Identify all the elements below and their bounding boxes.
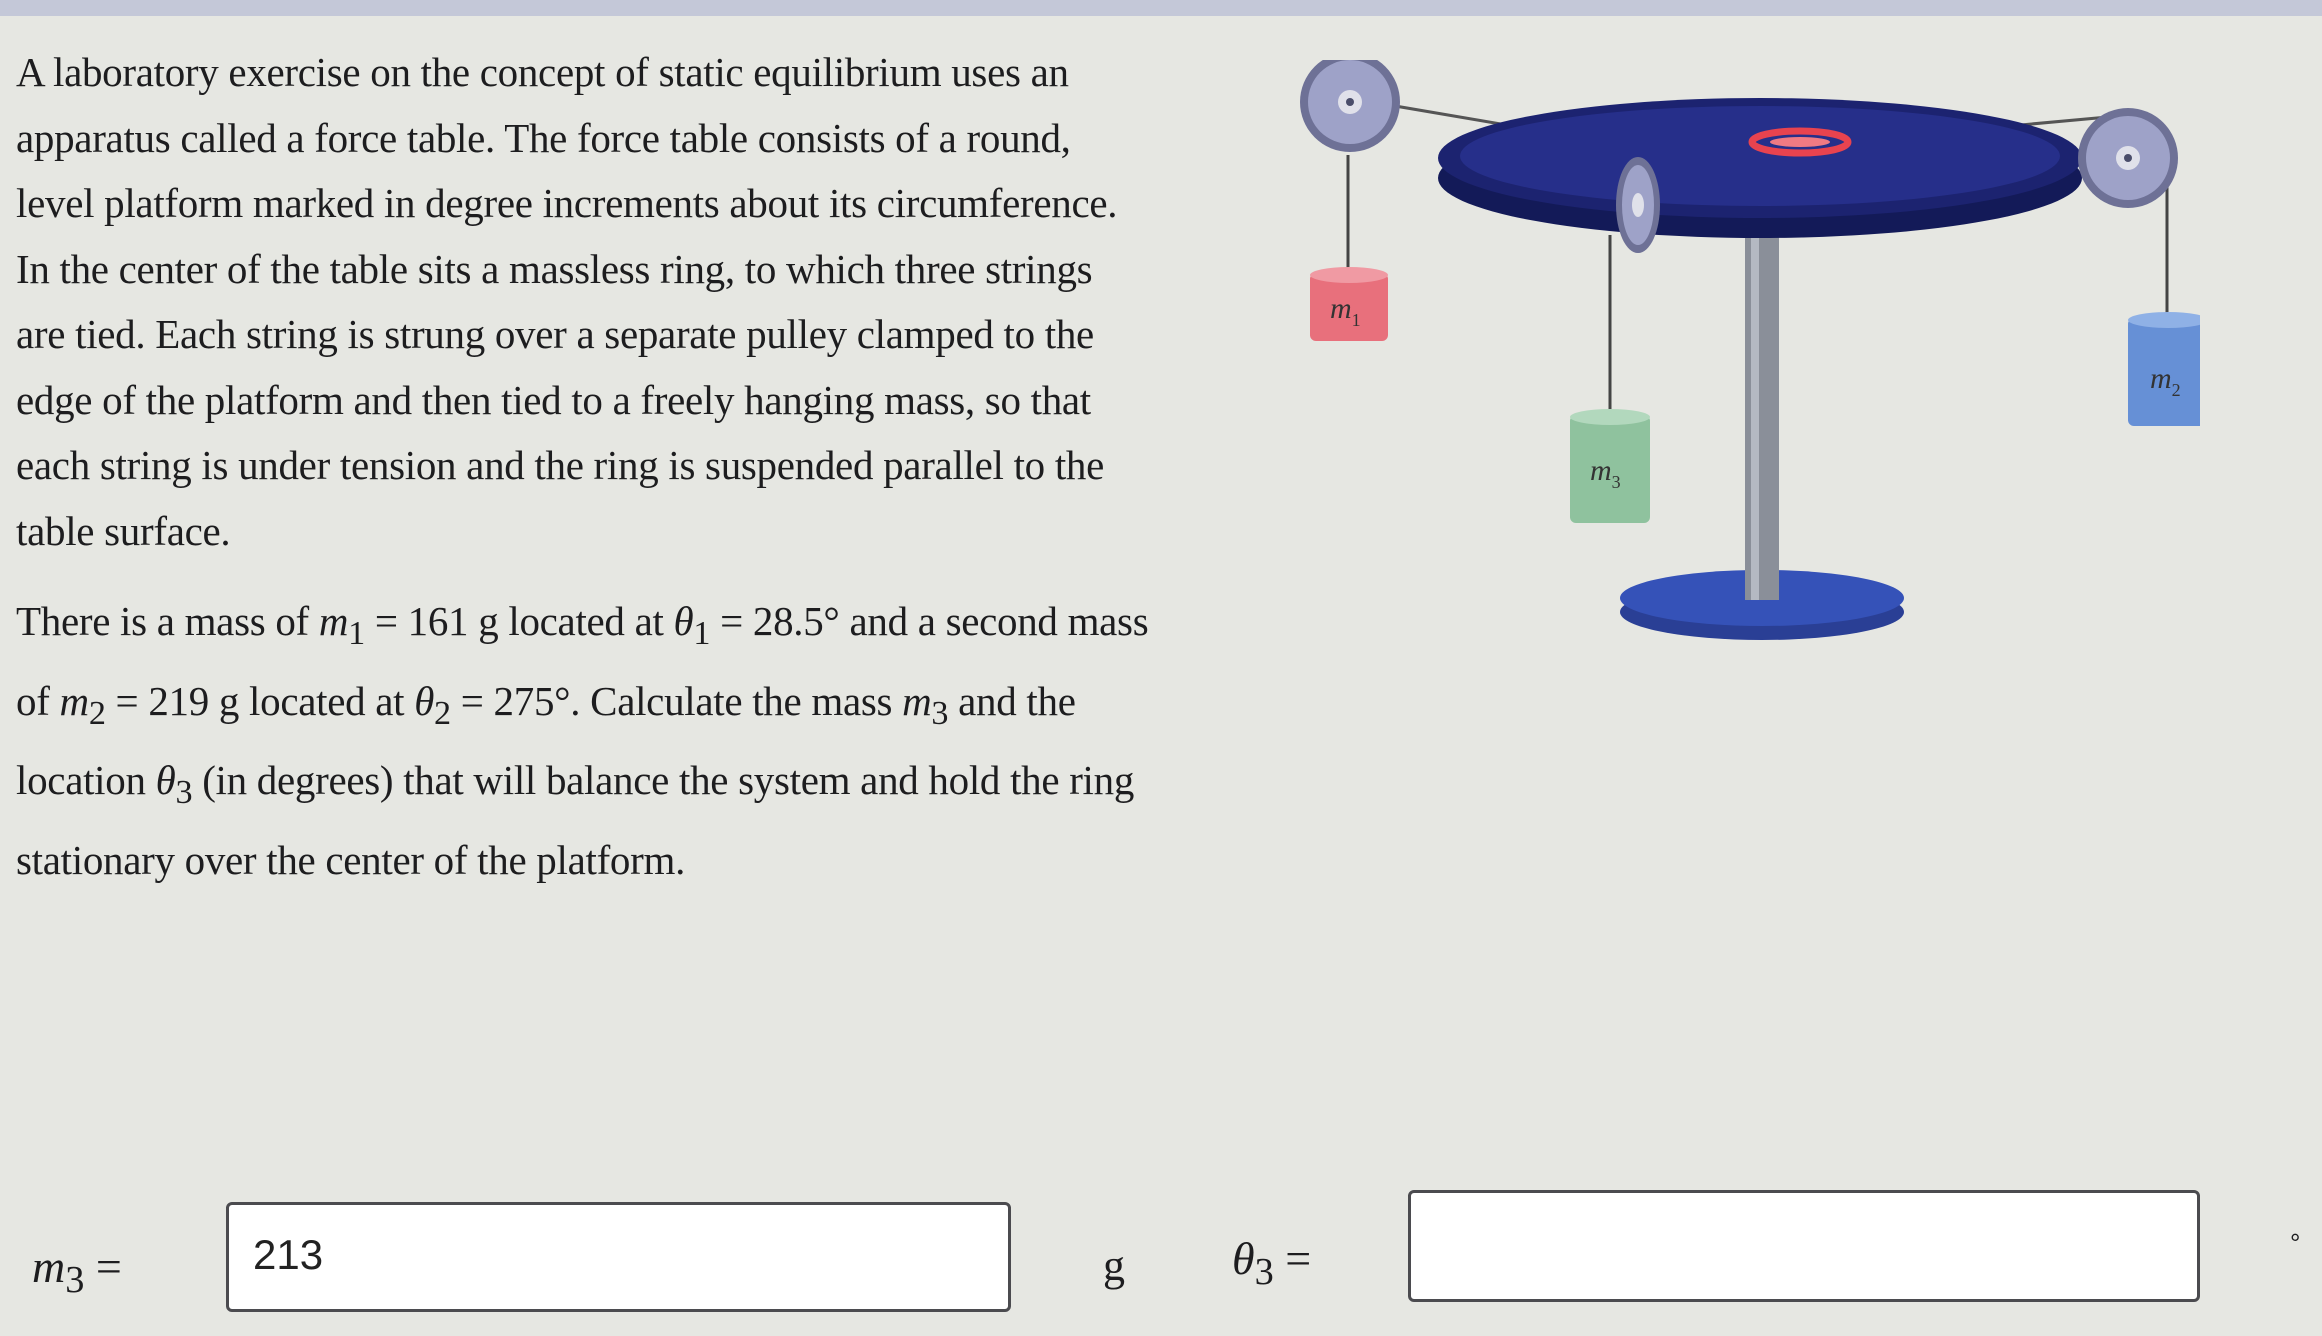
mass-m2 <box>2128 312 2200 426</box>
m3-label: $m_3$ <box>1590 454 1621 492</box>
theta3-label-subscript: 3 <box>1254 1251 1274 1294</box>
pulley-left <box>1300 60 1400 152</box>
theta1-subscript: 1 <box>693 615 711 653</box>
center-ring-inner <box>1770 137 1830 147</box>
theta3-symbol: θ <box>155 757 176 804</box>
theta3-answer-label <box>1232 1232 1311 1294</box>
text-run: (in degrees) that will balance the system and hold the ring stationary over the center of the platform. <box>16 757 1135 884</box>
m3-answer-input[interactable] <box>226 1202 1011 1312</box>
mass-m1 <box>1310 267 1388 341</box>
pole-highlight <box>1751 235 1759 600</box>
force-table-figure <box>1300 60 2200 660</box>
platform-inner <box>1460 106 2060 206</box>
theta3-answer-input[interactable] <box>1408 1190 2200 1302</box>
mass-m3 <box>1570 409 1650 523</box>
m2-label: $m_2$ <box>2150 362 2181 400</box>
question-text <box>16 40 1151 895</box>
m3-unit-label: g <box>1103 1241 1125 1290</box>
theta1-symbol: θ <box>673 598 694 644</box>
m3-subscript: 3 <box>931 694 949 732</box>
m1-symbol: m <box>318 598 349 644</box>
m3-answer-value: 213 <box>253 1231 324 1278</box>
m2-symbol: m <box>59 677 89 724</box>
question-paragraph-2 <box>16 588 1151 895</box>
top-strip <box>0 0 2322 16</box>
text-run: and the location <box>16 677 1076 804</box>
text-run: = 219 g located at <box>105 677 415 724</box>
m2-subscript: 2 <box>88 694 106 732</box>
m1-label: $m_1$ <box>1330 292 1361 330</box>
theta3-subscript: 3 <box>175 774 193 812</box>
question-paragraph-1: A laboratory exercise on the concept of static equilibrium uses an apparatus called a force table. The force table consists of a round, level platform marked in degree increments about its circumference. In the center of the table sits a massless ring, to which three strings are tied. Each string is strung over a separate pulley clamped to the edge of the platform and then tied to a freely hanging mass, so that each string is under tension and the ring is suspended parallel to the table surface. <box>16 49 1118 554</box>
theta2-symbol: θ <box>414 677 435 724</box>
m3-label-symbol: m <box>32 1241 66 1292</box>
m3-label-equals: = <box>84 1241 122 1292</box>
m1-subscript: 1 <box>348 615 365 653</box>
theta2-subscript: 2 <box>434 694 451 732</box>
theta3-label-symbol: θ <box>1232 1233 1255 1284</box>
text-run: = 161 g located at <box>364 598 674 644</box>
theta3-label-equals: = <box>1273 1233 1312 1284</box>
m3-label-subscript: 3 <box>65 1259 85 1302</box>
theta3-unit-label: ° <box>2290 1228 2301 1258</box>
pulley-front <box>1616 157 1660 253</box>
text-run: There is a mass of <box>16 598 319 644</box>
text-run: = 275°. Calculate the mass <box>450 677 903 724</box>
m3-answer-label <box>32 1240 122 1302</box>
support-pole <box>1745 235 1779 600</box>
pulley-right <box>2078 108 2178 208</box>
m3-symbol: m <box>902 677 932 724</box>
text-run: = 28.5° and a second mass of <box>16 598 1149 724</box>
